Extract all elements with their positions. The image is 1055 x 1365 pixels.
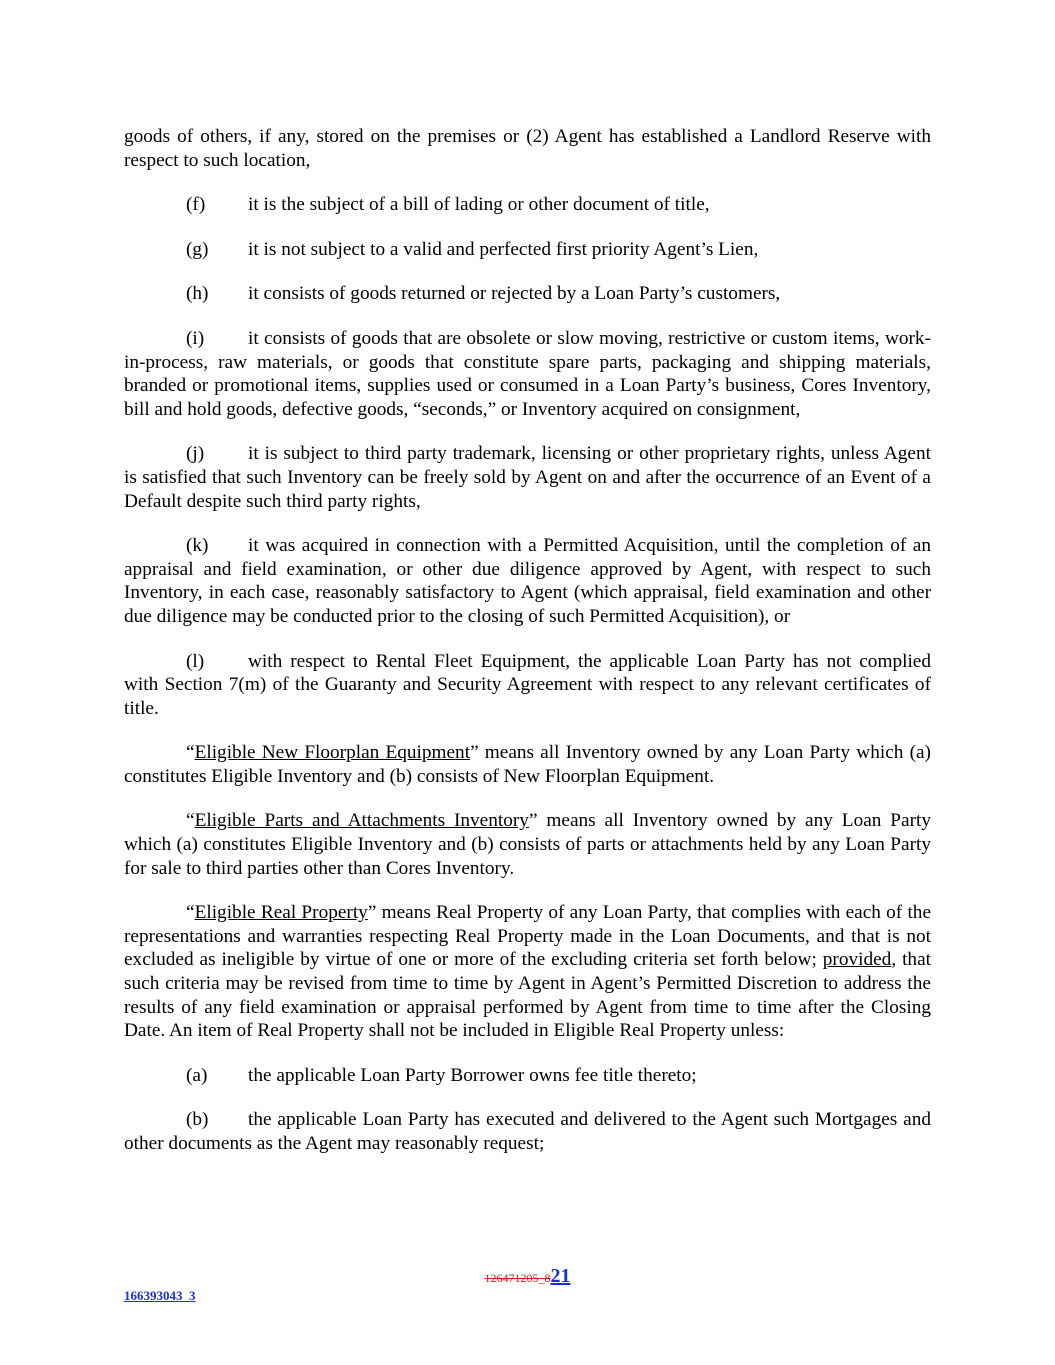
intro-paragraph: goods of others, if any, stored on the premises or (2) Agent has established a Landlord Reserve with respect to such location, — [124, 126, 931, 171]
defined-term: Eligible New Floorplan Equipment — [194, 742, 471, 764]
open-quote: “ — [186, 902, 195, 924]
item-label: (g) — [186, 238, 209, 260]
definition-parts-attachments — [124, 809, 931, 880]
definition-text: ” means all Inventory owned by any Loan Party which (a) constitutes Eligible Inventory and (b) consists of New Floorplan Equipment. — [124, 742, 931, 787]
item-text: it is the subject of a bill of lading or other document of title, — [248, 194, 710, 216]
list-item-h — [124, 282, 931, 306]
deleted-reference: 126471205_8 — [484, 1271, 551, 1285]
item-label: (i) — [186, 327, 205, 349]
item-label: (l) — [186, 650, 205, 672]
defined-term: Eligible Real Property — [194, 902, 368, 924]
definition-text: ” means Real Property of any Loan Party, that complies with each of the representations and warranties respecting Real Property made in the Loan Documents, and that is not excluded as ineligible by virtue of one or more of the excluding criteria set forth below; — [124, 902, 932, 971]
list-item-k — [124, 534, 931, 628]
definition-floorplan-equipment — [124, 741, 931, 788]
list-item-a — [124, 1064, 931, 1088]
item-label: (b) — [186, 1109, 209, 1131]
list-item-f — [124, 193, 931, 217]
item-text: it consists of goods that are obsolete or slow moving, restrictive or custom items, work-in-process, raw materials, or goods that constitute spare parts, packaging and shipping materials, branded or promotional items, supplies used or consumed in a Loan Party’s business, Cores Inventory, bill and hold goods, defective goods, “seconds,” or Inventory acquired on consignment, — [124, 327, 931, 420]
item-text: the applicable Loan Party Borrower owns fee title thereto; — [248, 1064, 697, 1086]
item-text: it is subject to third party trademark, licensing or other proprietary rights, unless Agent is satisfied that such Inventory can be freely sold by Agent on and after the occurrence of an Event of a Default despite such third party rights, — [124, 443, 931, 512]
item-text: it consists of goods returned or rejected by a Loan Party’s customers, — [248, 283, 781, 305]
list-item-i — [124, 327, 931, 421]
page-number: 21 — [550, 1265, 571, 1287]
item-text: it was acquired in connection with a Permitted Acquisition, until the completion of an appraisal and field examination, or other due diligence approved by Agent, with respect to such Inventory, in each case, reasonably satisfactory to Agent (which appraisal, field examination and other due diligence may be conducted prior to the closing of such Permitted Acquisition), or — [124, 535, 931, 627]
provided-term: provided — [822, 949, 892, 971]
item-label: (h) — [186, 283, 209, 305]
item-label: (f) — [186, 194, 206, 216]
item-text: it is not subject to a valid and perfected first priority Agent’s Lien, — [248, 238, 759, 260]
definition-real-property — [124, 901, 931, 1043]
open-quote: “ — [186, 810, 195, 832]
list-item-g — [124, 238, 931, 262]
list-item-l — [124, 650, 931, 721]
item-label: (a) — [186, 1064, 208, 1086]
open-quote: “ — [186, 742, 195, 764]
defined-term: Eligible Parts and Attachments Inventory — [194, 810, 529, 832]
page-footer — [0, 1265, 1055, 1288]
definition-text-continued: , that such criteria may be revised from time to time by Agent in Agent’s Permitted Discretion to address the results of any field examination or appraisal performed by Agent from time to time after the Closing Date. An item of Real Property shall not be included in Eligible Real Property unless: — [124, 949, 931, 1042]
item-label: (k) — [186, 535, 209, 557]
list-item-j — [124, 442, 931, 513]
document-id: 166393043_3 — [124, 1288, 196, 1303]
document-body — [124, 125, 931, 1177]
item-text: the applicable Loan Party has executed and delivered to the Agent such Mortgages and other documents as the Agent may reasonably request; — [124, 1109, 931, 1154]
definition-text: ” means all Inventory owned by any Loan Party which (a) constitutes Eligible Inventory and (b) consists of parts or attachments held by any Loan Party for sale to third parties other than Cores Inventory. — [124, 810, 932, 879]
item-label: (j) — [186, 443, 205, 465]
item-text: with respect to Rental Fleet Equipment, the applicable Loan Party has not complied with Section 7(m) of the Guaranty and Security Agreement with respect to any relevant certificates of title. — [124, 650, 931, 719]
list-item-b — [124, 1108, 931, 1155]
